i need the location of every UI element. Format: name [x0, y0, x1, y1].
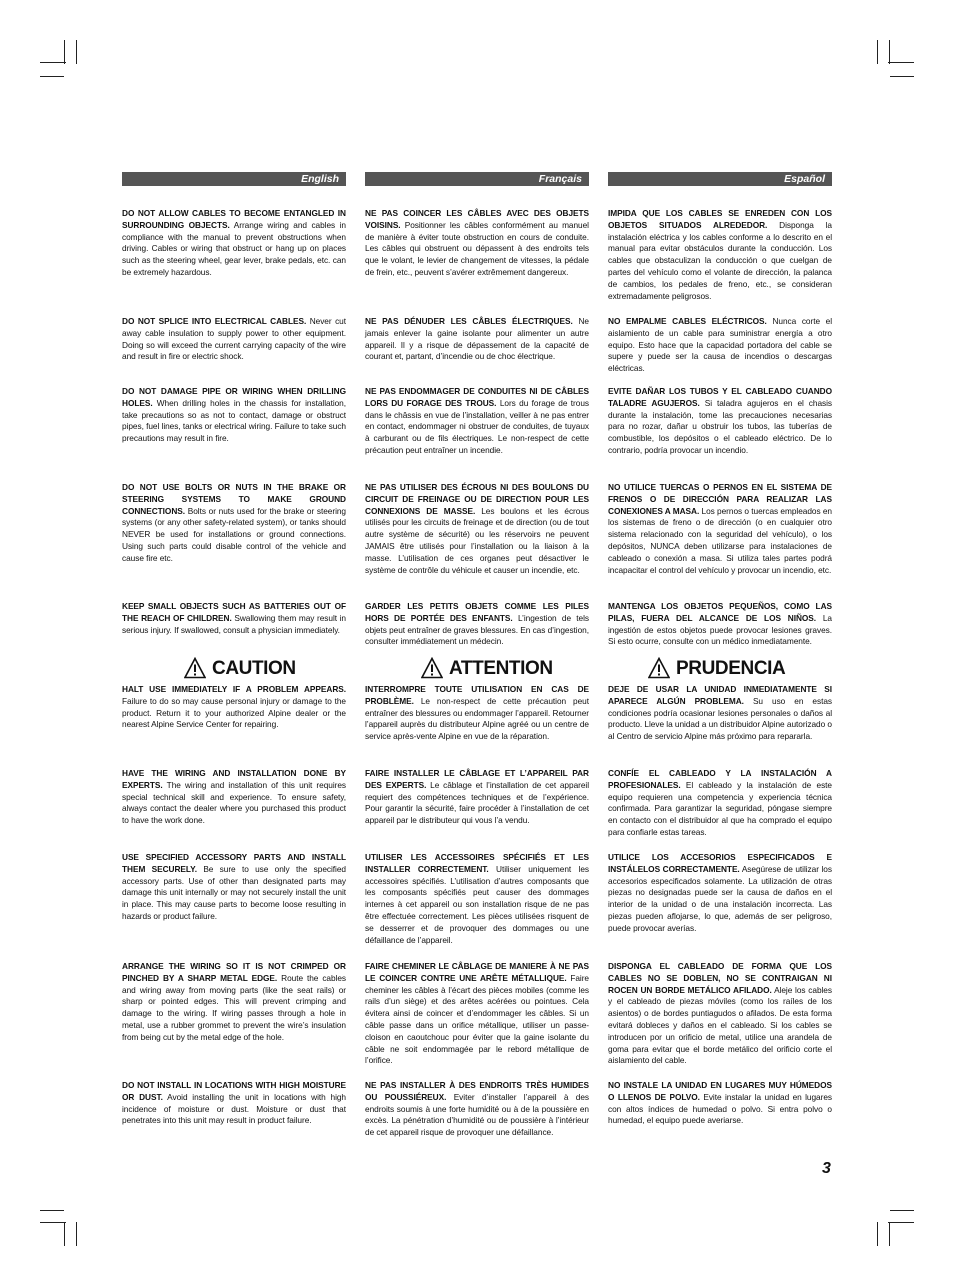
caution-word: ATTENTION — [449, 658, 553, 679]
warning-body: Ne jamais enlever la gaine isolante pour alimenter un autre appareil. Il y a risque de dépassement de la capacité de courant et, partant, d’incendie ou de choc électrique. — [365, 316, 589, 362]
warning-heading: HALT USE IMMEDIATELY IF A PROBLEM APPEARS. — [122, 684, 346, 694]
warning-body: Evite instalar la unidad en lugares con altos índices de humedad o polvo. Si entra polvo o humedad, el equipo puede averiarse. — [608, 1091, 832, 1126]
warning-item — [365, 482, 589, 576]
warning-item — [608, 852, 832, 935]
warning-item — [608, 961, 832, 1067]
warning-item — [122, 601, 346, 636]
warning-item — [122, 208, 346, 279]
page-number: 3 — [822, 1160, 831, 1177]
warning-heading: DO NOT USE BOLTS OR NUTS IN THE BRAKE OR STEERING SYSTEMS TO MAKE GROUND CONNECTIONS. — [122, 482, 346, 516]
warning-item — [608, 208, 832, 302]
warning-heading: ARRANGE THE WIRING SO IT IS NOT CRIMPED OR PINCHED BY A SHARP METAL EDGE. — [122, 961, 346, 983]
warning-body: Asegúrese de utilizar los accesorios especificados solamente. La utilización de otras piezas no designadas puede ser la causa de daños en el interior de la unidad o de una instalación incorrecta. Las piezas pueden aflojarse, lo que, además de ser peligroso, puede provocar averías. — [608, 863, 832, 933]
warning-item — [365, 768, 589, 827]
warning-heading: NE PAS UTILISER DES ÉCROUS NI DES BOULONS DU CIRCUIT DE FREINAGE OU DE DIRECTION POUR LES CONNEXIONS DE MASSE. — [365, 482, 589, 516]
language-header: Español — [608, 172, 832, 186]
column-french — [365, 172, 589, 1138]
caution-heading — [608, 657, 832, 681]
caution-word: PRUDENCIA — [676, 658, 786, 679]
warning-body: Be sure to use only the specified accessory parts. Use of other than designated parts may damage this unit internally or may not securely install the unit in place. This may cause parts to become loose resulting in hazards or product failure. — [122, 863, 346, 921]
warning-item — [608, 386, 832, 457]
warning-body: El cableado y la instalación de este equipo requieren una competencia y experiencia técnica confirmada. Para garantizar la seguridad, póngase siempre en contacto con el distribuidor al que ha comprado el equipo para confiarle estas tareas. — [608, 779, 832, 837]
warning-heading: EVITE DAÑAR LOS TUBOS Y EL CABLEADO CUANDO TALADRE AGUJEROS. — [608, 386, 832, 408]
warning-item — [365, 601, 589, 648]
warning-heading: DEJE DE USAR LA UNIDAD INMEDIATAMENTE SI APARECE ALGÚN PROBLEMA. — [608, 684, 832, 706]
warning-heading: NE PAS INSTALLER À DES ENDROITS TRÈS HUMIDES OU POUSSIÉREUX. — [365, 1080, 589, 1102]
warning-item — [608, 684, 832, 743]
warning-item — [365, 316, 589, 363]
warning-body: Arrange wiring and cables in compliance with the manual to prevent obstructions when driving. Cables or wiring that obstruct or hang up on places such as the steering wheel, gear lever, brake pedals, etc. can be extremely hazardous. — [122, 219, 346, 277]
warning-body: Su uso en estas condiciones podría ocasionar lesiones personales o daños al producto. Lleve la unidad a un distribuidor Alpine autorizado o al Centro de servicio Alpine más próximo para repararla. — [608, 695, 832, 742]
warning-heading: UTILISER LES ACCESSOIRES SPÉCIFIÉS ET LES INSTALLER CORRECTEMENT. — [365, 852, 589, 874]
warning-item — [122, 961, 346, 1044]
warning-body: La ingestión de estos objetos puede provocar lesiones graves. Si esto ocurre, consulte con un médico inmediatamente. — [608, 612, 832, 647]
warning-item — [365, 852, 589, 946]
warning-body: Le câblage et l’installation de cet appareil requiert des compétences techniques et de l’expérience. Pour garantir la sécurité, faire procéder à l’installation de cet appareil par le distributeur qui vous l’a vendu. — [365, 779, 589, 826]
warning-item — [365, 386, 589, 457]
warning-item — [122, 482, 346, 565]
warning-body: Eviter d’installer l’appareil à des endroits soumis à une forte humidité ou à de la poussière en excès. La pénétration d’humidité ou de poussière à l’intérieur de cet appareil risque de provoquer une défaillance. — [365, 1091, 589, 1138]
warning-heading: NE PAS ENDOMMAGER DE CONDUITES NI DE CÂBLES LORS DU FORAGE DES TROUS. — [365, 386, 589, 408]
warning-body: Aleje los cables y el cableado de piezas móviles (como los raíles de los asientos) o de bordes puntiagudos o afilados. De esta forma evitará dobleces y daños en el cableado. Si los cables se introducen por un orificio de metal, utilice una arandela de goma para evitar que el borde metálico del orificio corte el aislamiento del cable. — [608, 984, 832, 1066]
warning-heading: FAIRE CHEMINER LE CÂBLAGE DE MANIERE À NE PAS LE COINCER CONTRE UNE ARÊTE MÉTALLIQUE. — [365, 961, 589, 983]
caution-word: CAUTION — [212, 658, 296, 679]
warning-heading: DO NOT ALLOW CABLES TO BECOME ENTANGLED IN SURROUNDING OBJECTS. — [122, 208, 346, 230]
warning-heading: GARDER LES PETITS OBJETS COMME LES PILES HORS DE PORTÉE DES ENFANTS. — [365, 601, 589, 623]
warning-item — [365, 1080, 589, 1139]
warning-heading: NO UTILICE TUERCAS O PERNOS EN EL SISTEMA DE FRENOS O DE DIRECCIÓN PARA REALIZAR LAS CONEXIONES A MASA. — [608, 482, 832, 516]
warning-body: Bolts or nuts used for the brake or steering systems (or any other safety-related system), or tanks should NEVER be used for installations or ground connections. Using such parts could disable control of the vehicle and cause fire etc. — [122, 505, 346, 563]
warning-heading: UTILICE LOS ACCESORIOS ESPECIFICADOS E INSTÁLELOS CORRECTAMENTE. — [608, 852, 832, 874]
warning-body: The wiring and installation of this unit requires special technical skill and experience. To ensure safety, always contact the dealer where you purchased this product to have the work done. — [122, 779, 346, 826]
warning-item — [365, 961, 589, 1067]
warning-body: Disponga la instalación eléctrica y los cables conforme a lo descrito en el manual para evitar obstáculos durante la conducción. Los cables que obstaculizan la conducción o que cuelgan de partes del vehículo como el volante de dirección, la palanca de cambios, los pedales de freno, etc., se consideran extremadamente peligrosos. — [608, 219, 832, 301]
warning-item — [608, 482, 832, 576]
warning-body: Faire cheminer les câbles à l’écart des pièces mobiles (comme les rails d’un siège) et des arêtes acérées ou pointues. Cela évitera ainsi de coincer et d’endommager les câbles. Si un câble passe dans un orifice métallique, utiliser un passe-cloison en caoutchouc pour éviter que la gaine isolante du câble ne soit endommagée par le rebord métallique de l’orifice. — [365, 972, 589, 1066]
caution-heading — [365, 657, 589, 681]
warning-body: Lors du forage de trous dans le châssis en vue de l’installation, veiller à ne pas entrer en contact, endommager ni obstruer de conduites, de tuyaux à carburant ou de fils électriques. Le non-respect de cette précaution peut entraîner un incendie. — [365, 397, 589, 455]
caution-heading — [122, 657, 346, 681]
warning-item — [122, 386, 346, 445]
warning-body: Avoid installing the unit in locations with high incidence of moisture or dust. Moisture or dust that penetrates into this unit may result in product failure. — [122, 1091, 346, 1126]
warning-item — [122, 852, 346, 923]
warning-item — [122, 316, 346, 363]
warning-item — [122, 684, 346, 731]
warning-item — [608, 316, 832, 375]
warning-triangle-icon — [421, 657, 443, 679]
warning-triangle-icon — [184, 657, 206, 679]
warning-heading: DISPONGA EL CABLEADO DE FORMA QUE LOS CABLES NO SE DOBLEN, NO SE CONTRAIGAN NI ROCEN UN BORDE METÁLICO AFILADO. — [608, 961, 832, 995]
warning-body: Nunca corte el aislamiento de un cable para suministrar energía a otro equipo. Esto hace que la capacidad portadora del cable se supere y puede ser la causa de incendios o descargas eléctricas. — [608, 316, 833, 374]
warning-heading: DO NOT DAMAGE PIPE OR WIRING WHEN DRILLING HOLES. — [122, 386, 346, 408]
warning-item — [122, 1080, 346, 1127]
warning-heading: FAIRE INSTALLER LE CÂBLAGE ET L’APPAREIL PAR DES EXPERTS. — [365, 768, 589, 790]
warning-body: Never cut away cable insulation to supply power to other equipment. Doing so will exceed the current carrying capacity of the wire and result in fire or electric shock. — [122, 316, 346, 362]
warning-heading: CONFÍE EL CABLEADO Y LA INSTALACIÓN A PROFESIONALES. — [608, 768, 832, 790]
warning-heading: DO NOT INSTALL IN LOCATIONS WITH HIGH MOISTURE OR DUST. — [122, 1080, 346, 1102]
warning-item — [608, 768, 832, 839]
warning-heading: HAVE THE WIRING AND INSTALLATION DONE BY EXPERTS. — [122, 768, 346, 790]
warning-heading: NE PAS COINCER LES CÂBLES AVEC DES OBJETS VOISINS. — [365, 208, 589, 230]
warning-heading: NO INSTALE LA UNIDAD EN LUGARES MUY HÚMEDOS O LLENOS DE POLVO. — [608, 1080, 832, 1102]
warning-item — [365, 208, 589, 279]
warning-heading: MANTENGA LOS OBJETOS PEQUEÑOS, COMO LAS PILAS, FUERA DEL ALCANCE DE LOS NIÑOS. — [608, 601, 832, 623]
language-header: Français — [365, 172, 589, 186]
warning-body: Utiliser uniquement les accessoires spécifiés. L’utilisation d’autres composants que les composants spécifiés peut causer des dommages internes à cet appareil ou son installation risque de ne pas être effectuée correctement. Les pièces utilisées risquent de se desserrer et de provoquer des dommages ou une défaillance de l’appareil. — [365, 863, 589, 945]
warning-body: Si taladra agujeros en el chasis durante la instalación, tome las precauciones necesarias para no rozar, dañar u obstruir los tubos, las tuberías de combustible, los depósitos o el cableado eléctrico. De lo contrario, podría provocar un incendio. — [608, 397, 832, 455]
warning-body: L’ingestion de tels objets peut entraîner de graves blessures. En cas d’ingestion, consulter immédiatement un médecin. — [365, 612, 589, 647]
warning-item — [365, 684, 589, 743]
warning-heading: NO EMPALME CABLES ELÉCTRICOS. — [608, 316, 767, 326]
warning-body: Route the cables and wiring away from moving parts (like the seat rails) or sharp or pointed edges. This will prevent crimping and damage to the wiring. If wiring passes through a hole in metal, use a rubber grommet to prevent the wire’s insulation from being cut by the metal edge of the hole. — [122, 972, 346, 1042]
warning-heading: IMPIDA QUE LOS CABLES SE ENREDEN CON LOS OBJETOS SITUADOS ALREDEDOR. — [608, 208, 832, 230]
warning-body: Le non-respect de cette précaution peut entraîner des blessures ou endommager l’appareil. Retourner l’appareil auprès du distributeur Alpine agréé ou un centre de service après-vente Alpine en vue de la réparation. — [365, 695, 589, 742]
warning-body: Les boulons et les écrous utilisés pour les circuits de freinage et de direction (ou de tout autre système de sécurité) ou les réservoirs ne peuvent JAMAIS être utilisés pour l’installation ou la liaison à la masse. L’utilisation de ces organes peut désactiver le système de contrôle du véhicule et causer un incendie, etc. — [365, 505, 589, 575]
warning-body: Swallowing them may result in serious injury. If swallowed, consult a physician immediately. — [122, 612, 346, 635]
warning-body: Positionner les câbles conformément au manuel de manière à éviter toute obstruction en cours de conduite. Les câbles qui obstruent ou dépassent à des endroits tels que le volant, le levier de changement de vitesses, la pédale de frein, etc., peuvent s’avérer extrêmement dangereux. — [365, 219, 589, 277]
warning-body: Los pernos o tuercas empleados en los sistemas de freno o de dirección (o en cualquier otro sistema relacionado con la seguridad del vehículo), o los depósitos, NUNCA deben utilizarse para instalaciones de cableado o conexión a masa. Si utiliza tales partes podrá incapacitar el control del vehículo y provocar un incendio, etc. — [608, 505, 832, 575]
warning-body: When drilling holes in the chassis for installation, take precautions so as not to contact, damage or obstruct pipes, fuel lines, tanks or electrical wiring. Failure to take such precautions may result in fire. — [122, 397, 346, 444]
warning-item — [122, 768, 346, 827]
column-spanish — [608, 172, 833, 1126]
column-english — [122, 172, 346, 1126]
warning-item — [608, 1080, 832, 1127]
warning-body: Failure to do so may cause personal injury or damage to the product. Return it to your authorized Alpine dealer or the nearest Alpine Service Center for repairing. — [122, 695, 346, 730]
warning-heading: USE SPECIFIED ACCESSORY PARTS AND INSTALL THEM SECURELY. — [122, 852, 346, 874]
warning-heading: DO NOT SPLICE INTO ELECTRICAL CABLES. — [122, 316, 307, 326]
warning-heading: KEEP SMALL OBJECTS SUCH AS BATTERIES OUT OF THE REACH OF CHILDREN. — [122, 601, 346, 623]
language-header: English — [122, 172, 346, 186]
warning-triangle-icon — [648, 657, 670, 679]
warning-heading: INTERROMPRE TOUTE UTILISATION EN CAS DE PROBLÈME. — [365, 684, 589, 706]
warning-item — [608, 601, 832, 648]
warning-heading: NE PAS DÉNUDER LES CÂBLES ÉLECTRIQUES. — [365, 316, 573, 326]
